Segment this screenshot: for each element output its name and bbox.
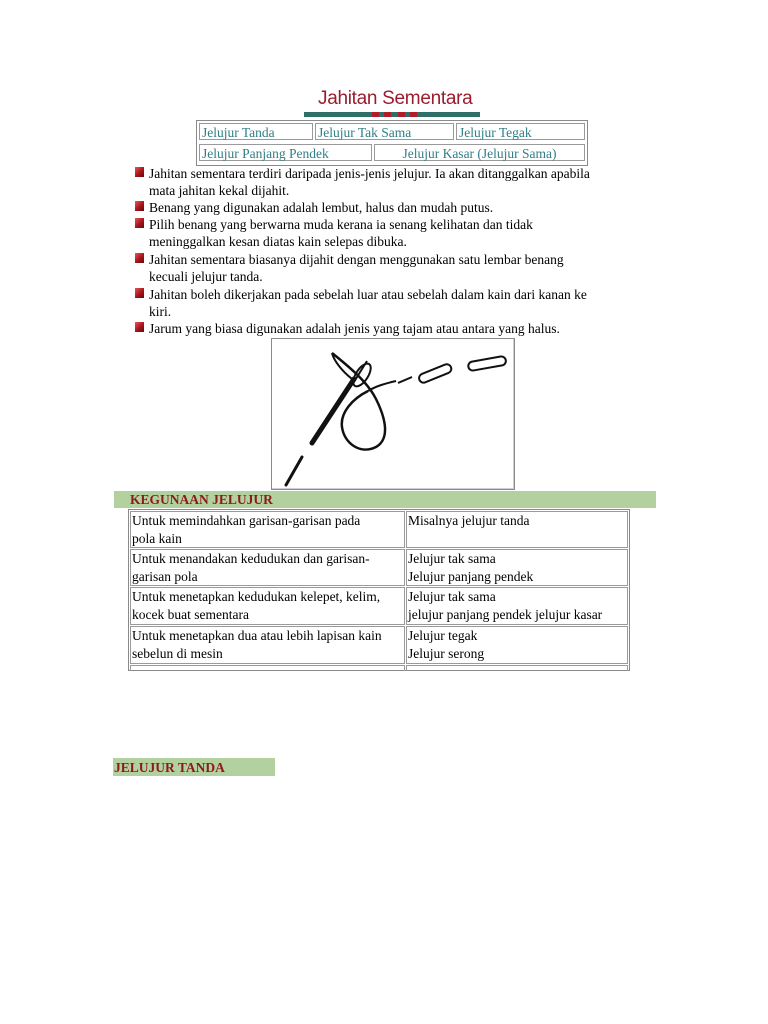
bullet-line: Pilih benang yang berwarna muda kerana ia senang kelihatan dan tidak [149, 217, 533, 232]
cell-line: Jelujur panjang pendek [408, 569, 534, 584]
bullet-line: Jahitan sementara terdiri daripada jenis-jenis jelujur. Ia akan ditanggalkan apabila [149, 166, 590, 181]
bullet-icon [135, 253, 144, 263]
bullet-line: kecuali jelujur tanda. [149, 269, 263, 284]
bullet-line: kiri. [149, 304, 172, 319]
table-cell-empty [130, 665, 405, 671]
title-underline-mark [372, 112, 379, 117]
cell-line: Jelujur tak sama [408, 589, 496, 604]
cell-line: Untuk menandakan kedudukan dan garisan- [132, 551, 370, 566]
title-underline-mark [398, 112, 405, 117]
title-underline-mark [384, 112, 391, 117]
table-cell-example [406, 511, 628, 548]
cell-line: garisan pola [132, 569, 198, 584]
cell-line: Untuk memindahkan garisan-garisan pada [132, 513, 361, 528]
bullet-line: Jarum yang biasa digunakan adalah jenis yang tajam atau antara yang halus. [149, 321, 560, 336]
table-cell-use [130, 511, 405, 548]
kegunaan-title: KEGUNAAN JELUJUR [130, 492, 273, 507]
nav-link-jelujur-panjang-pendek[interactable]: Jelujur Panjang Pendek [199, 144, 372, 161]
needle-thread-icon [272, 339, 514, 489]
bullet-icon [135, 201, 144, 211]
title-underline-mark [410, 112, 417, 117]
bullet-line: meninggalkan kesan diatas kain selepas dibuka. [149, 234, 407, 249]
cell-line: Jelujur serong [408, 646, 485, 661]
cell-line: pola kain [132, 531, 182, 546]
title-underline [304, 112, 480, 117]
cell-line: kocek buat sementara [132, 607, 249, 622]
table-cell-use [130, 549, 405, 586]
bullet-line: mata jahitan kekal dijahit. [149, 183, 290, 198]
bullet-line: Benang yang digunakan adalah lembut, halus dan mudah putus. [149, 200, 494, 215]
cell-line: Untuk menetapkan dua atau lebih lapisan kain [132, 628, 382, 643]
table-cell-example [406, 549, 628, 586]
table-cell-use [130, 587, 405, 625]
table-cell-example [406, 587, 628, 625]
cell-line: Jelujur tegak [408, 628, 478, 643]
table-cell-empty [406, 665, 628, 671]
nav-link-table [196, 120, 588, 166]
nav-link-jelujur-tak-sama[interactable]: Jelujur Tak Sama [315, 123, 454, 140]
jelujur-tanda-title: JELUJUR TANDA [114, 760, 225, 775]
nav-link-jelujur-tegak[interactable]: Jelujur Tegak [456, 123, 585, 140]
cell-line: sebelun di mesin [132, 646, 223, 661]
bullet-icon [135, 218, 144, 228]
table-cell-example [406, 626, 628, 664]
bullet-line: Jahitan boleh dikerjakan pada sebelah luar atau sebelah dalam kain dari kanan ke [149, 287, 587, 302]
cell-line: Jelujur tak sama [408, 551, 496, 566]
nav-link-jelujur-kasar[interactable]: Jelujur Kasar (Jelujur Sama) [374, 144, 585, 161]
bullet-icon [135, 288, 144, 298]
cell-line: Misalnya jelujur tanda [408, 513, 530, 528]
table-cell-use [130, 626, 405, 664]
bullet-icon [135, 167, 144, 177]
page-title: Jahitan Sementara [318, 88, 473, 109]
kegunaan-table [128, 509, 630, 671]
bullet-line: Jahitan sementara biasanya dijahit dengan menggunakan satu lembar benang [149, 252, 564, 267]
bullet-icon [135, 322, 144, 332]
needle-illustration [271, 338, 515, 490]
cell-line: Untuk menetapkan kedudukan kelepet, kelim, [132, 589, 381, 604]
cell-line: jelujur panjang pendek jelujur kasar [408, 607, 603, 622]
nav-link-jelujur-tanda[interactable]: Jelujur Tanda [199, 123, 313, 140]
